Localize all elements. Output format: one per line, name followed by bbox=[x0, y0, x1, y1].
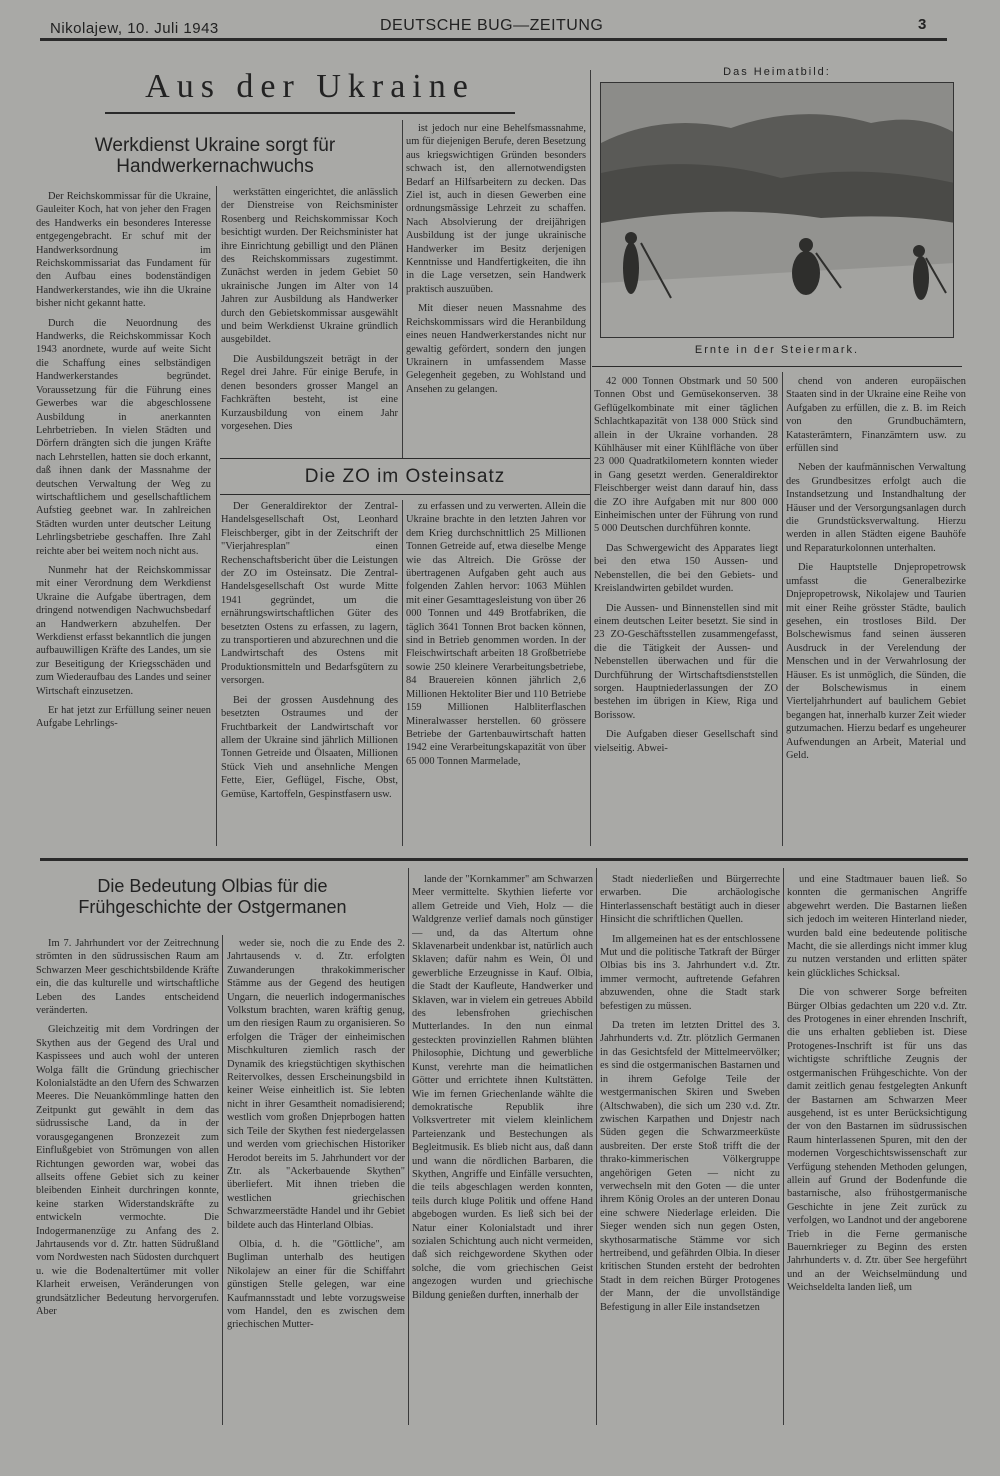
header-page-number: 3 bbox=[918, 16, 927, 33]
article2-col2-paragraph: zu erfassen und zu verwerten. Allein die Ukraine brachte in den letzten Jahren vor dem Krieg durchschnittlich 25 Millionen Tonnen Getreide auf, etwa dieselbe Menge wie das Altreich. Die Grösse der übertragenen Aufgaben geht auch aus folgenden Zahlen hervor: 1063 Mühlen mit einer Gesamttagesleistung von über 26 000 Tonnen und 449 Brotfabriken, die täglich 3641 Tonnen Brot backen können, sind in Betrieb genommen worden. In der Fleischwirtschaft arbeiten 18 Großbetriebe sowie 250 kleinere Verarbeitungsbetriebe, 84 Brauereien können jährlich 2,6 Millionen Hektoliter Bier und 110 Betriebe 159 Millionen Halbliterflaschen Mineralwasser herstellen. 60 grössere Betriebe der Gartenbauwirtschaft hatten 1942 eine Verarbeitungskapazität von über 65 000 Tonnen Marmelade, bbox=[406, 501, 586, 767]
section-separator bbox=[40, 858, 968, 861]
article3-col5-paragraph: und eine Stadtmauer bauen ließ. So konnten die germanischen Angriffe abgewehrt werden. Die Bastarnen ließen sich jedoch im weiteren Hinterland nieder, wurden bald eine bedeutende politische Macht, die sie allerdings nicht immer klug zu nutzen verstanden und erlitten später kein glückliches Schicksal. bbox=[787, 874, 967, 979]
article2-col4-paragraph: Neben der kaufmännischen Verwaltung des Grundbesitzes erfolgt auch die Instandsetzung und Instandhaltung der Häuser und der Versorgungsanlagen durch die Grundstücksverwaltung. Hierzu werden in allen Städten eigene Bauhöfe und Reparaturkolonnen unterhalten. bbox=[786, 462, 966, 554]
section-title: Aus der Ukraine bbox=[145, 68, 475, 105]
article3-column-2 bbox=[227, 937, 405, 1427]
article1-headline: Werkdienst Ukraine sorgt für Handwerkernachwuchs bbox=[94, 135, 336, 177]
photo-caption: Ernte in der Steiermark. bbox=[694, 344, 860, 356]
article2-column-4 bbox=[786, 375, 966, 846]
article3-column-3 bbox=[412, 873, 593, 1427]
article1-column-2 bbox=[221, 186, 398, 456]
column-divider bbox=[402, 120, 403, 458]
column-divider bbox=[782, 372, 783, 846]
article2-col4-paragraph: chend von anderen europäischen Staaten sind in der Ukraine eine Reihe von Aufgaben zu erfüllen, die z. B. im Reich von den Grundbuchämtern, Katasterämtern, Finanzämtern usw. zu erfüllen sind bbox=[786, 376, 966, 455]
column-divider bbox=[783, 868, 784, 1425]
column-divider bbox=[402, 500, 403, 846]
article2-column-1 bbox=[221, 500, 398, 846]
header-paper-name: DEUTSCHE BUG—ZEITUNG bbox=[380, 17, 604, 34]
article3-column-4 bbox=[600, 873, 780, 1427]
article2-col3-paragraph: Die Aufgaben dieser Gesellschaft sind vielseitig. Abwei- bbox=[594, 729, 778, 754]
article2-column-2 bbox=[406, 500, 586, 846]
article3-col4-paragraph: Stadt niederließen und Bürgerrechte erwarben. Die archäologische Hinterlassenschaft bestätigt auch in dieser Hinsicht die schriftlichen Quellen. bbox=[600, 874, 780, 926]
section-title-underline bbox=[105, 112, 515, 114]
column-divider bbox=[596, 868, 597, 1425]
article1-col1-paragraph: Der Reichskommissar für die Ukraine, Gauleiter Koch, hat von jeher den Fragen des Handwerks ein besonderes Interesse entgegengebracht. Er schuf mit der Handwerksordnung im Reichskommissariat das Fundament für den Aufbau eines bodenständigen Handwerkerstandes, wie ihn die Ukraine bisher nicht gekannt hatte. bbox=[36, 191, 211, 310]
article2-top-rule bbox=[220, 458, 590, 459]
header-place-date: Nikolajew, 10. Juli 1943 bbox=[50, 20, 219, 37]
article3-col2-paragraph: weder sie, noch die zu Ende des 2. Jahrtausends v. d. Ztr. erfolgten Zuwanderungen thrakokimmerischer Stämme aus der Gegend des heutigen Ungarn, die neuerlich indogermanisches Volkstum brachten, waren kräftig genug, um den riesigen Raum zu organisieren. So erfolgen die Träger der einheimischen Mischkulturen ziemlich rasch der Dynamik des kriegstüchtigen skythischen Reitervolkes, dessen Erscheinungsbild in keiner Weise einheitlich ist. Sie lebten nicht in ihrer Gesamtheit nomadisierend; westlich vom großen Dnjeprbogen hatten sich Teile der Skythen fest niedergelassen und werden vom griechischen Historiker Herodot bereits im 5. Jahrhundert vor der Ztr. als "Ackerbauende Skythen" überliefert. Mit ihnen trieben die westlichen griechischen Schwarzmeerstädte Handel und ihr Gebiet bildete auch das Hinterland Olbias. bbox=[227, 938, 405, 1231]
article3-col4-paragraph: Im allgemeinen hat es der entschlossene Mut und die politische Tatkraft der Bürger Olbias bis ins 3. Jahrhundert v.d. Ztr. immer vermocht, auftretende Gefahren abzuwenden, ohne die Stadt stark befestigen zu müssen. bbox=[600, 933, 780, 1012]
article2-col3-paragraph: Das Schwergewicht des Apparates liegt bei den etwa 150 Aussen- und Nebenstellen, die bei den Gebiets- und Kreislandwirten gebildet wurden. bbox=[594, 542, 778, 595]
column-divider bbox=[408, 868, 409, 1425]
article2-headline-rule bbox=[220, 494, 590, 495]
article1-col3-paragraph: ist jedoch nur eine Behelfsmassnahme, um für diejenigen Berufe, deren Besetzung aus kriegswichtigen Gründen besonders schwach ist, den allernotwendigsten Bedarf an Hilfsarbeitern zu decken. Das Ziel ist, auch in diesen Gewerben eine ordnungsmässige Lehrzeit zu schaffen. Nach Absolvierung der dreijährigen Ausbildung ist der junge ukrainische Handwerker im Besitz derjenigen Kenntnisse und Handfertigkeiten, die ihn in die Lage versetzen, sein Handwerk praktisch auszuüben. bbox=[406, 123, 586, 295]
article3-col1-paragraph: Gleichzeitig mit dem Vordringen der Skythen aus der Gegend des Ural und Kaspissees und auch wohl der unteren Wolga fällt die Gründung griechischer Kolonialstädte an den Ufern des Schwarzen Meeres. Die Neuankömmlinge hatten den Zeitpunkt gut gewählt in dem das südrussische Land, da in der vorausgegangenen Bronzezeit zum Einflußgebiet von Strömungen von allen Richtungen geworden war, wobei das allseits offene Gebiet sich zu keiner bleibenden Einheit durchringen konnte, keine starken Widerstandskräfte zu entwickeln vermochte. Die Indogermanenzüge zu Anfang des 2. Jahrtausends vor d. Ztr. hatten Südrußland vom Nordwesten nach Südosten durchquert u. wie die Bodenaltertümer mit voller Klarheit erweisen, Veränderungen von grundsätzlicher Bedeutung hervorgerufen. Aber bbox=[36, 1024, 219, 1317]
article3-column-5 bbox=[787, 873, 967, 1427]
article3-col4-paragraph: Da treten im letzten Drittel des 3. Jahrhunderts v.d. Ztr. plötzlich Germanen in das Gesichtsfeld der Mittelmeervölker; es sind die ostgermanischen Bastarnen und in ihrem Gefolge Teile der westgermanischen Skiren und Sweben (Altschwaben), die sich um 230 v.d. Ztr. zwischen Karpathen und Dnjestr nach Süden gegen die Schwarzmeerküste ausbreiten. Der erste Stoß trifft die der thrako-kimmerischen Völkergruppe angehörigen Geten — nicht zu verwechseln mit den Goten — die unter ihrem König Oroles an der unteren Donau eine schwere Niederlage erleiden. Die Sieger wenden sich nun gegen Osten, skythosarmatische Stämme vor sich hertreibend, und gefährden Olbia. In dieser kritischen Stunden ersteht der bedrohten Stadt in dem reichen Bürger Protogenes der Mann, der die unvollständige Befestigung in aller Eile instandsetzen bbox=[600, 1020, 780, 1313]
harvest-landscape-image bbox=[601, 83, 954, 338]
article2-col1-paragraph: Bei der grossen Ausdehnung des besetzten Ostraumes und der Fruchtbarkeit der Landwirtschaft vor allem der Ukraine sind jährlich Millionen Tonnen Getreide und Ölsaaten, Millionen Stück Vieh und ansehnliche Mengen Fette, Eier, Geflügel, Fische, Obst, Gemüse, Kartoffeln, Gespinstfasern usw. bbox=[221, 694, 398, 800]
article2-headline: Die ZO im Osteinsatz bbox=[304, 466, 506, 487]
column-divider bbox=[222, 935, 223, 1425]
article1-col1-paragraph: Nunmehr hat der Reichskommissar mit einer Verordnung dem Werkdienst Ukraine die Aufgabe übertragen, dem dringend notwendigen Nachwuchsbedarf an Handwerkern abzuhelfen. Der Werkdienst erfasst bekanntlich die jungen aufbauwilligen Kräfte des Landes, um sie zur Beseitigung der Kriegsschäden und zum Wiederaufbau des Landes und seiner Wirtschaft einzusetzen. bbox=[36, 564, 211, 697]
article1-col2-paragraph: Die Ausbildungszeit beträgt in der Regel drei Jahre. Für einige Berufe, in denen besonders grosser Mangel an Fachkräften besteht, ist eine Kurzausbildung von einem Jahr vorgesehen. Dies bbox=[221, 353, 398, 432]
photo-kicker: Das Heimatbild: bbox=[723, 66, 831, 78]
article1-column-1 bbox=[36, 190, 211, 846]
article3-col2-paragraph: Olbia, d. h. die "Göttliche", am Bugliman unterhalb des heutigen Nikolajew an einer für die Schiffahrt günstigen Stelle gelegen, war eine Kaufmannsstadt und lebte vorzugsweise vom Handel, den es zwischen dem griechischen Mutter- bbox=[227, 1238, 405, 1331]
article3-col3-paragraph: lande der "Kornkammer" am Schwarzen Meer vermittelte. Skythien lieferte vor allem Getreide und Vieh, Holz — die Waldgrenze verlief damals noch günstiger — und, da das Altertum ohne Sklavenarbeit undenkbar ist, natürlich auch Sklaven; dafür nahm es Wein, Öl und gewerbliche Erzeugnisse in Kauf. Olbia, die Stadt der Kaufleute, Handwerker und Sklaven, war in vielem ein getreues Abbild des lebensfrohen griechischen Mutterlandes. In den nun einmal gesteckten provinziellen Rahmen blühten Philosophie, Dichtung und gewerbliche Kunst, verehrte man die heimatlichen Götter und errichtete ihnen Kultstätten. Wie im fernen Griechenlande wählte die demokratische Republik ihre Volksvertreter mit vielem kleinlichem Parteienzank und Bestechungen als Begleitmusik. Es blieb nicht aus, daß dann und wann die nördlichen Barbaren, die Skythen, Angriffe und Einfälle versuchten, die teils abgeschlagen werden konnten, teils durch kluge Politik und offene Hand abgebogen wurden. Es ließ sich bei der Natur einer Kolonialstadt und ihrer sozialen Schichtung auch nicht vermeiden, daß sich reichgewordene Skythen oder solche, die vom griechischen Geist angezogen wurden und griechische Bildung genießen durften, innerhalb der bbox=[412, 874, 593, 1301]
article2-col1-paragraph: Der Generaldirektor der Zentral-Handelsgesellschaft Ost, Leonhard Fleischberger, gibt in der Zeitschrift der "Vierjahresplan" einen Rechenschaftsbericht über die Leistungen der ZO im Osteinsatz. Die Zentral-Handelsgesellschaft Ost wurde Mitte 1941 gegründet, um die ernährungswirtschaftlichen Güter des besetzten Ostens zu erfassen, zu lagern, zu transportieren und abzurechnen und die Landwirtschaft des Ostens mit Produktionsmitteln und Bedarfsgütern zu versorgen. bbox=[221, 501, 398, 687]
article1-col1-paragraph: Er hat jetzt zur Erfüllung seiner neuen Aufgabe Lehrlings- bbox=[36, 705, 211, 730]
article2-col4-paragraph: Die Hauptstelle Dnjepropetrowsk umfasst die Generalbezirke Dnjepropetrowsk, Nikolajew und Taurien mit einer Reihe grösster Städte, baulich gesehen, ein trostloses Bild. Der Bolschewismus fand seinen äusseren Ausdruck in der Verelendung der Menschen und in der Verwahrlosung der Häuser. Es ist unmöglich, die Sünden, die der Bolschewismus in einem Vierteljahrhundert auf baulichem Gebiet begangen hat, innerhalb kurzer Zeit wieder gutzumachen. Hierzu bedarf es ungeheurer Aufwendungen an Arbeit, Material und Geld. bbox=[786, 562, 966, 761]
article3-col5-paragraph: Die von schwerer Sorge befreiten Bürger Olbias gedachten um 220 v.d. Ztr. des Protogenes in einer ehrenden Inschrift, die uns erhalten geblieben ist. Diese Protogenes-Inschrift ist für uns das wichtigste schriftliche Zeugnis der ostgermanischen Frühgeschichte. Von der damit zeitlich genau festgelegten Ankunft der Bastarnen am Schwarzen Meer ausgehend, ist es unter Berücksichtigung der von den Bastarnen im südrussischen Raum hinterlassenen Spuren, mit den der modernen Vorgeschichtswissenschaft zur Verfügung stehenden Methoden gelungen, allein auf Grund der Bodenfunde die bastarnische, also frühostgermanische Geschichte in jene Zeit zurück zu verfolgen, wo Landnot und der angeborene Trieb in die Ferne germanische Bauernkrieger zu Beginn des ersten Jahrhunderts v. d. Ztr. über See hergeführt und an der Weichselmündung und Weichseldelta landen ließ, um bbox=[787, 987, 967, 1294]
column-divider bbox=[590, 70, 591, 846]
article2-col3-paragraph: Die Aussen- und Binnenstellen sind mit einem deutschen Leiter besetzt. Sie sind in 23 ZO-Geschäftsstellen zusammengefasst, die die Tätigkeit der Aussen- und Nebenstellen überwachen und für die Durchführung der Wirtschaftsdienststellen sorgen. Hauptniederlassungen der ZO bestehen im übrigen in Kiew, Riga und Borissow. bbox=[594, 602, 778, 721]
article3-column-1 bbox=[36, 937, 219, 1427]
article3-headline: Die Bedeutung Olbias für die Frühgeschichte der Ostgermanen bbox=[78, 876, 347, 917]
harvest-photo bbox=[600, 82, 954, 338]
header-rule bbox=[40, 38, 947, 41]
article1-column-3 bbox=[406, 122, 586, 456]
article2-col3-paragraph: 42 000 Tonnen Obstmark und 50 500 Tonnen Obst und Gemüsekonserven. 38 Geflügelkombinate mit einer täglichen Schlachtkapazität von 138 000 Stück sind allein in der Ukraine vorhanden. 28 Kühlhäuser mit einer Kühlfläche von über 23 000 Quadratkilometern konnten wieder in Gang gesetzt werden. Generaldirektor Fleischberger weist dann darauf hin, dass die ZO ihre Aufgaben mit nur 800 000 Einheimischen unter der Führung von rund 5 000 Deutschen durchführen konnte. bbox=[594, 376, 778, 535]
article1-col2-paragraph: werkstätten eingerichtet, die anlässlich der Dienstreise von Reichsminister Rosenberg und Reichskommissar Koch besichtigt wurden. Der Reichsminister hat ihre Einrichtung gebilligt und den Plänen des Reichskommissars zugestimmt. Zunächst werden in jedem Gebiet 50 ukrainische Jungen im Alter von 14 Jahren zur Ausbildung als Handwerker durch den Gebietskommissar ausgewählt und beim Werkdienst Ukraine gründlich ausgebildet. bbox=[221, 187, 398, 346]
column-divider bbox=[216, 186, 217, 846]
article1-col3-paragraph: Mit dieser neuen Massnahme des Reichskommissars wird die Heranbildung eines neuen Handwerkerstandes nicht nur gewaltig gefördert, sondern den jungen Ukrainern in umfassendem Masse Gelegenheit gegeben, zu Wohlstand und Ansehen zu gelangen. bbox=[406, 303, 586, 395]
photo-bottom-rule bbox=[592, 366, 962, 367]
article2-column-3 bbox=[594, 375, 778, 846]
article1-col1-paragraph: Durch die Neuordnung des Handwerks, die Reichskommissar Koch 1943 anordnete, wurde auf weite Sicht die Schaffung eines selbständigen Handwerkerstandes begründet. Voraussetzung für die Führung eines Gewerbes war die abgeschlossene Ausbildung in anerkannten Lehrbetrieben. In vielen Städten und Dörfern drängten sich die jungen Kräfte nach Lehrstellen, hatten sie doch erkannt, daß ihnen dank der Massnahme der deutschen Verwaltung der Weg zu wirtschaftlichem und gesellschaftlichem Aufstieg geebnet war. In zahlreichen Städten wurden unter deutscher Leitung Lehrlingsbetriebe geschaffen. Ihre Zahl reichte aber bei weitem noch nicht aus. bbox=[36, 317, 211, 557]
article3-col1-paragraph: Im 7. Jahrhundert vor der Zeitrechnung strömten in den südrussischen Raum am Schwarzen Meer geschichtsbildende Kräfte ein, die das kulturelle und wirtschaftliche Leben des Landes entscheidend veränderten. bbox=[36, 938, 219, 1017]
